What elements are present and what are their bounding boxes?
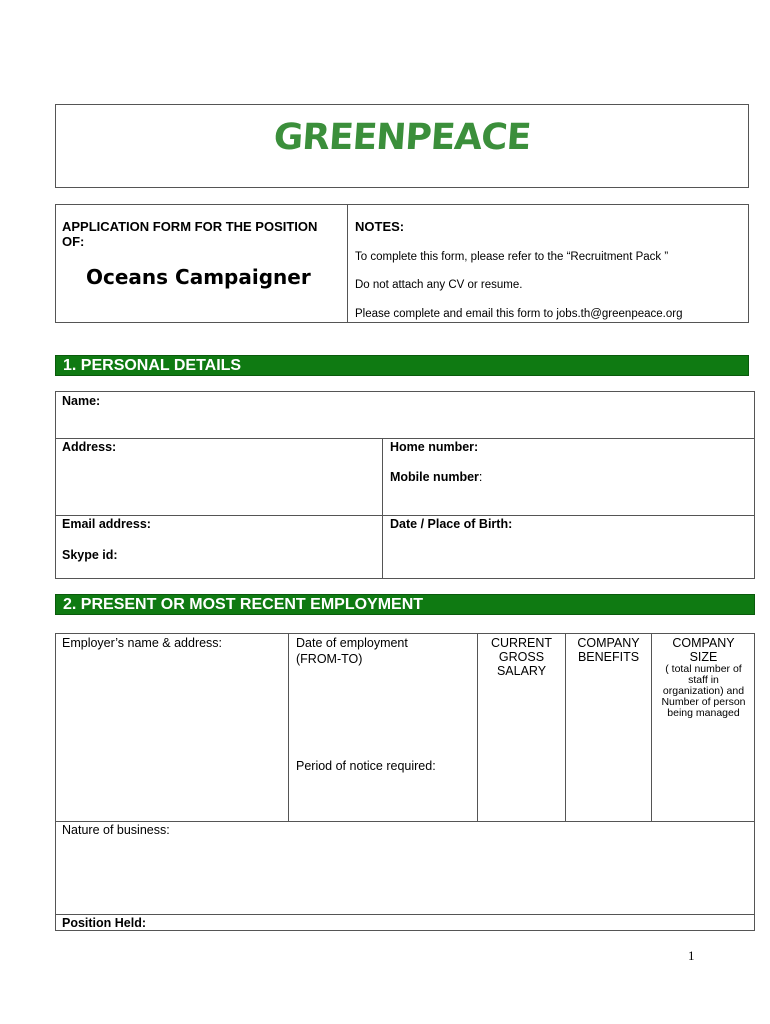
mobile-number-colon: : bbox=[478, 470, 483, 484]
position-title: Oceans Campaigner bbox=[86, 265, 311, 289]
page-number: 1 bbox=[688, 948, 695, 963]
notice-period-label: Period of notice required: bbox=[296, 759, 436, 773]
employer-label: Employer’s name & address: bbox=[62, 636, 223, 650]
position-heading: APPLICATION FORM FOR THE POSITION OF: bbox=[62, 219, 318, 249]
personal-details-table bbox=[55, 391, 755, 579]
nature-of-business-label: Nature of business: bbox=[62, 823, 170, 837]
address-label: Address: bbox=[62, 440, 117, 454]
date-of-employment-label: Date of employment bbox=[296, 636, 408, 650]
greenpeace-logo: GREENPEACE bbox=[272, 117, 532, 158]
dob-label: Date / Place of Birth: bbox=[390, 517, 513, 531]
row-divider-2 bbox=[55, 515, 755, 516]
col-divider-1 bbox=[382, 438, 383, 579]
notes-line-3: Please complete and email this form to jobs.th@greenpeace.org bbox=[355, 308, 683, 320]
home-number-label: Home number: bbox=[390, 440, 479, 454]
notes-line-2: Do not attach any CV or resume. bbox=[355, 279, 523, 291]
name-label: Name: bbox=[62, 394, 101, 408]
from-to-label: (FROM-TO) bbox=[296, 652, 363, 666]
employment-table bbox=[55, 633, 755, 931]
salary-label-3: SALARY bbox=[496, 664, 547, 678]
company-size-label-2: SIZE bbox=[689, 650, 718, 664]
position-held-label: Position Held: bbox=[62, 916, 147, 930]
mobile-number-text: Mobile number bbox=[390, 470, 479, 484]
salary-label-1: CURRENT bbox=[490, 636, 553, 650]
company-size-note-4: Number of person bbox=[661, 696, 746, 708]
email-label: Email address: bbox=[62, 517, 151, 531]
company-size-label-1: COMPANY bbox=[672, 636, 735, 650]
benefits-label-2: BENEFITS bbox=[577, 650, 640, 664]
company-size-note-1: ( total number of bbox=[665, 663, 742, 675]
mobile-number-label bbox=[390, 470, 482, 484]
notes-heading: NOTES: bbox=[355, 219, 405, 234]
company-size-note-5: being managed bbox=[667, 707, 740, 719]
salary-label-2: GROSS bbox=[498, 650, 545, 664]
company-size-note-3: organization) and bbox=[662, 685, 745, 697]
emp-row-divider-2 bbox=[55, 914, 755, 915]
position-notes-divider bbox=[347, 204, 348, 323]
row-divider-1 bbox=[55, 438, 755, 439]
logo-box bbox=[55, 104, 749, 188]
section-2-header: 2. PRESENT OR MOST RECENT EMPLOYMENT bbox=[55, 594, 755, 615]
company-size-note-2: staff in bbox=[688, 674, 719, 686]
section-1-header: 1. PERSONAL DETAILS bbox=[55, 355, 749, 376]
skype-label: Skype id: bbox=[62, 548, 118, 562]
emp-row-divider-1 bbox=[55, 821, 755, 822]
notes-line-1: To complete this form, please refer to the “Recruitment Pack ” bbox=[355, 251, 669, 263]
emp-col-divider-1 bbox=[288, 633, 289, 821]
benefits-label-1: COMPANY bbox=[577, 636, 640, 650]
